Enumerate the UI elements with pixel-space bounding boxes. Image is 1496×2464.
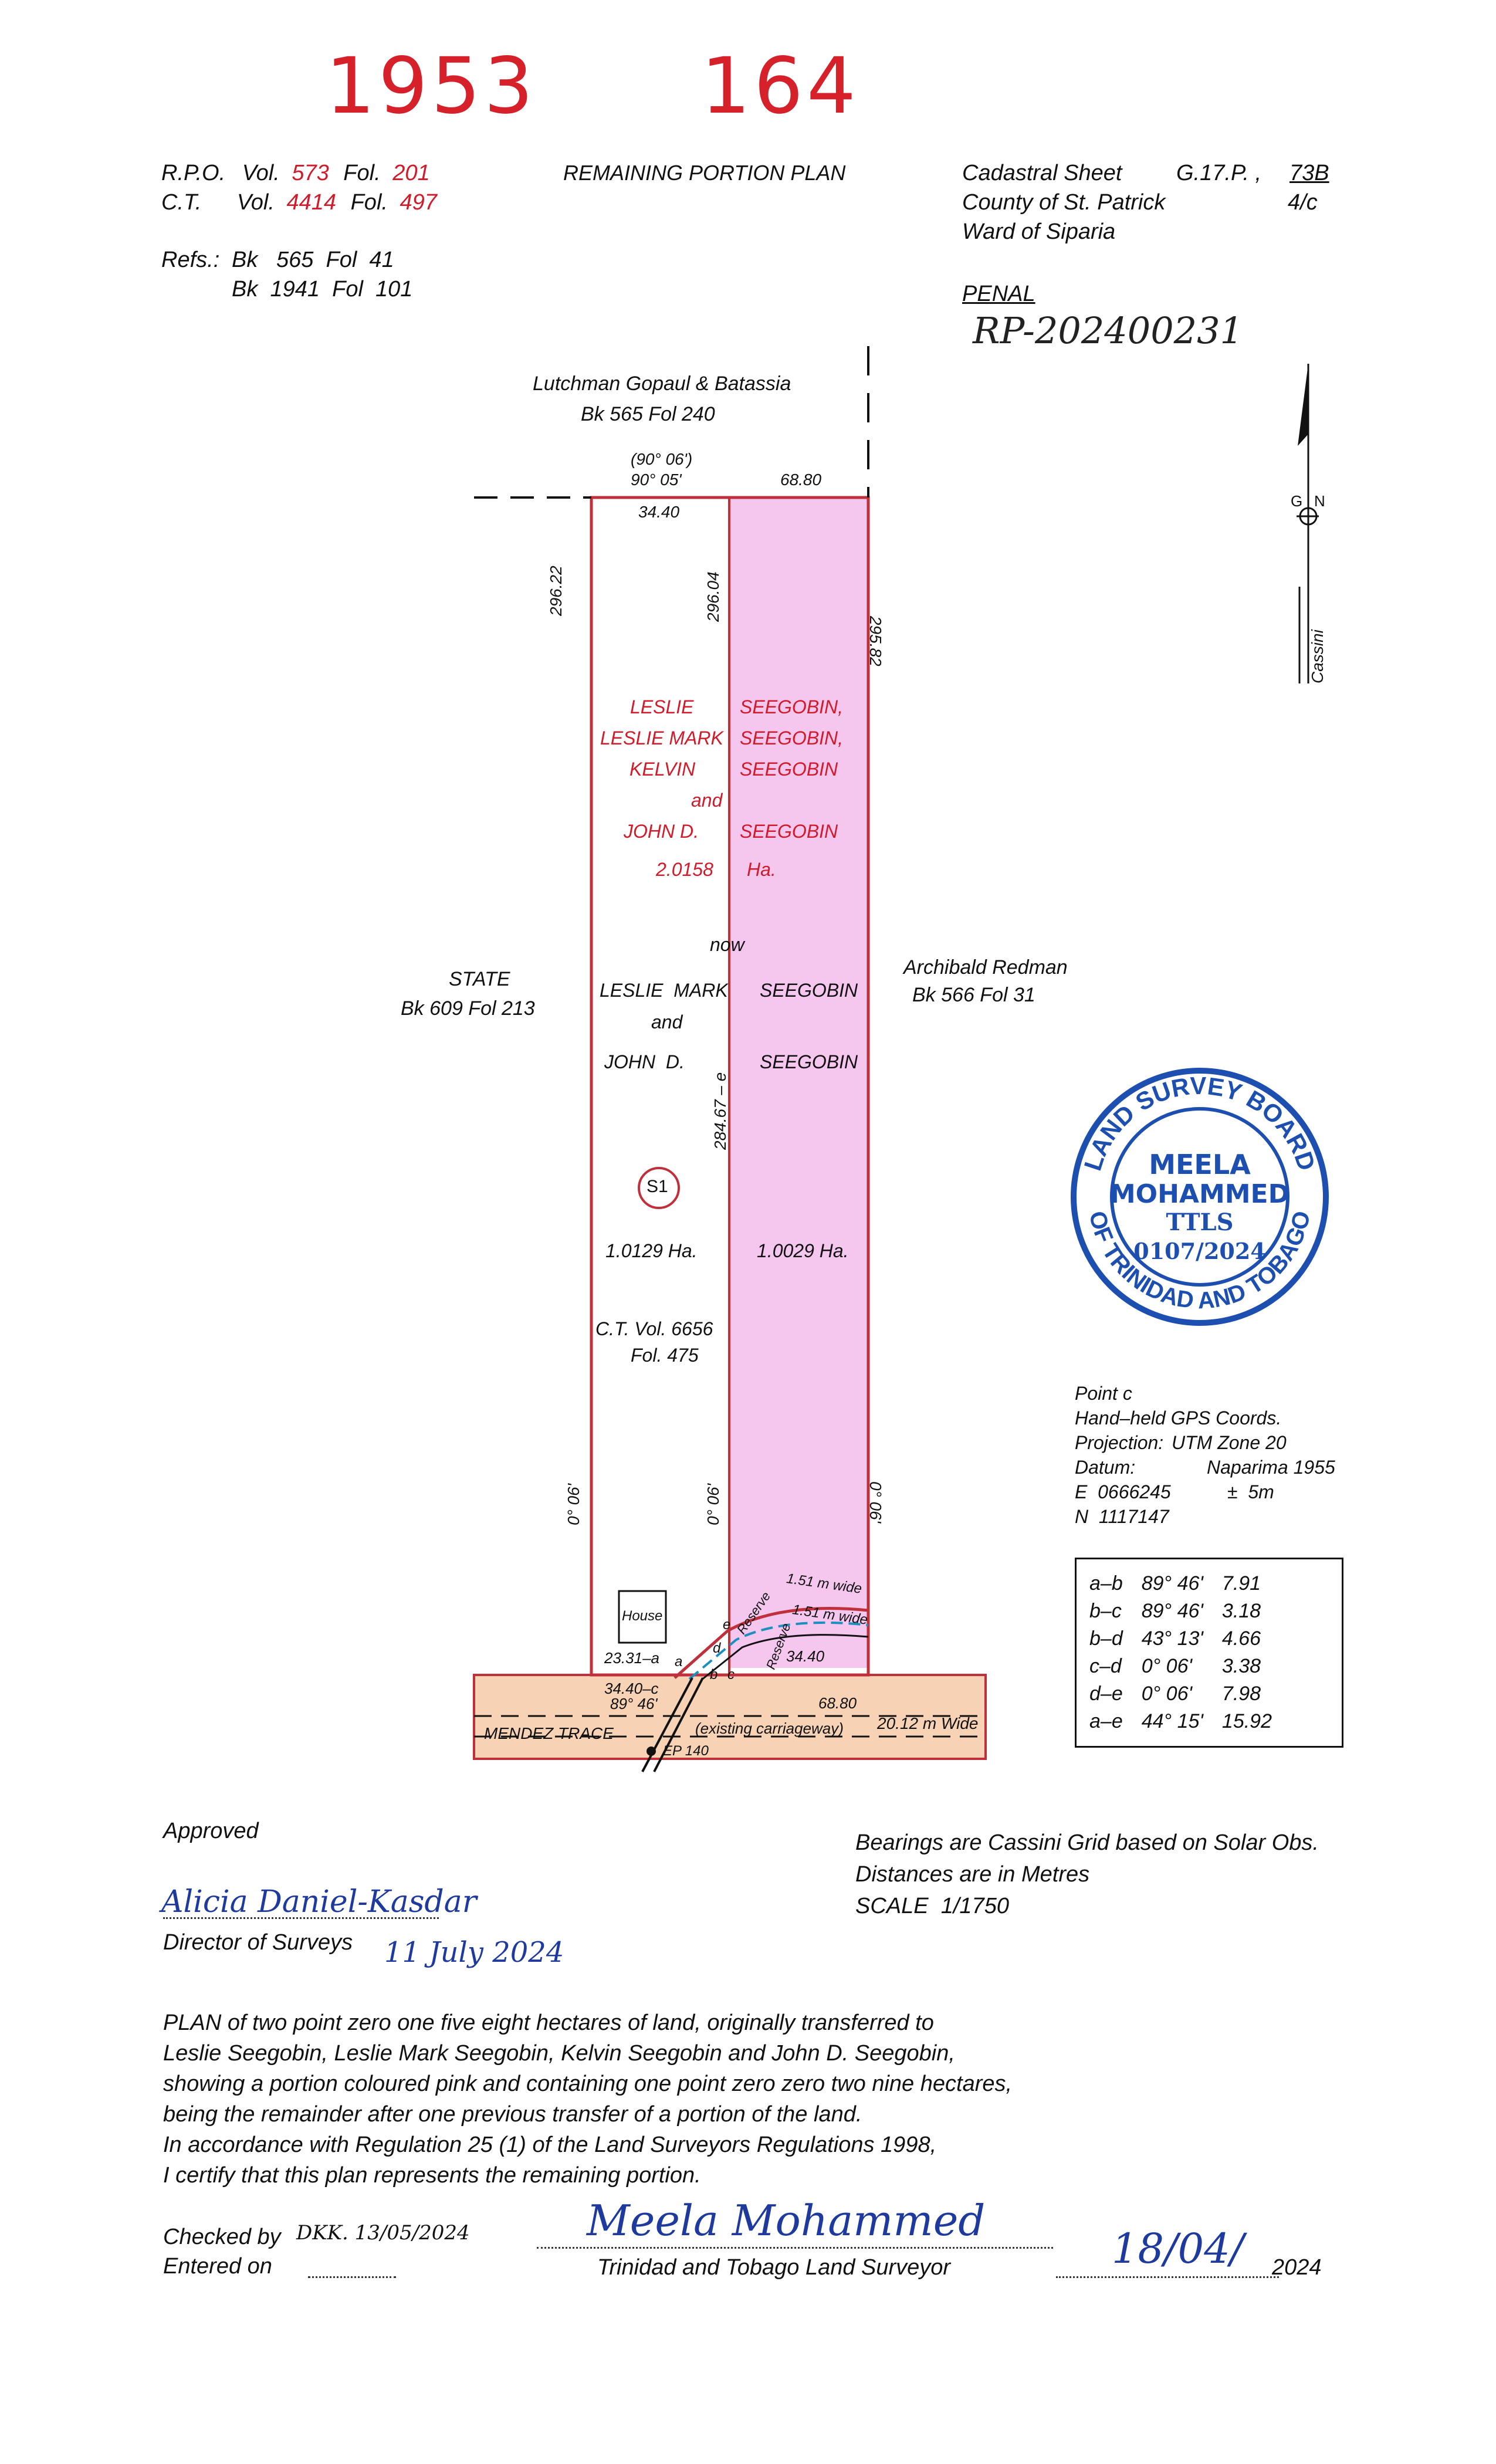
point-d: d [713, 1640, 721, 1656]
gps-line-6: N 1117147 [1075, 1506, 1169, 1527]
director-signature: Alicia Daniel-Kasdar [161, 1884, 477, 1920]
ct-label: C.T. [161, 190, 202, 215]
owner-right-5: SEEGOBIN [740, 821, 838, 842]
gps-line-4b: Naparima 1955 [1207, 1457, 1335, 1478]
road-dist: 68.80 [818, 1694, 857, 1712]
rp-number: RP-202400231 [973, 309, 1243, 352]
gps-line-5a: E 0666245 [1075, 1481, 1171, 1502]
ep-marker-icon [647, 1747, 656, 1756]
parcel-tag: S1 [647, 1177, 668, 1196]
reserve-width-1: 1.51 m wide [785, 1571, 863, 1597]
reserve-label-2: Reserve [763, 1621, 794, 1671]
bearings-angle: 43° 13' [1141, 1627, 1203, 1650]
east-bearing: 0° 06' [867, 1481, 885, 1524]
gps-line-5b: ± 5m [1227, 1481, 1274, 1502]
now-left-2: and [651, 1011, 683, 1033]
total-area-unit: Ha. [747, 859, 776, 880]
note-distances: Distances are in Metres [855, 1862, 1090, 1887]
ct-vol-label: Vol. [236, 190, 275, 215]
bearings-line: c–d [1089, 1655, 1122, 1677]
west-bearing: 0° 06' [564, 1483, 583, 1525]
now-label: now [710, 934, 744, 955]
refs-1: Bk 565 Fol 41 [232, 248, 394, 272]
gps-line-3a: Projection: [1075, 1432, 1164, 1453]
bearings-line: b–c [1089, 1600, 1122, 1622]
director-label: Director of Surveys [163, 1930, 353, 1955]
director-signature-line [163, 1917, 439, 1919]
bearings-line: a–e [1089, 1710, 1123, 1732]
north-ref: Bk 565 Fol 240 [581, 403, 715, 425]
bearings-distance: 3.38 [1221, 1655, 1261, 1677]
stamp-name-2: MOHAMMED [1109, 1179, 1290, 1209]
west-dist: 296.22 [547, 566, 565, 616]
surveyor-signature-line [537, 2247, 1053, 2249]
entered-label: Entered on [163, 2254, 272, 2279]
surveyor-date: 18/04/ [1112, 2225, 1244, 2273]
checked-hand: DKK. 13/05/2024 [296, 2221, 470, 2245]
top-left-dist: 34.40 [638, 503, 680, 521]
refs-label: Refs.: [161, 248, 220, 272]
owner-left-4: and [691, 790, 723, 811]
plan-type: REMAINING PORTION PLAN [563, 161, 846, 185]
rpo-label: R.P.O. [161, 161, 226, 185]
desc-line-3: showing a portion coloured pink and containing one point zero zero two nine hectares, [163, 2072, 1013, 2096]
gps-line-1: Point c [1075, 1383, 1132, 1404]
rpo-vol-label: Vol. [242, 161, 280, 185]
cadastral-sheet-b: 73B [1289, 161, 1329, 185]
rpo-vol: 573 [292, 161, 329, 185]
mid-dist: 296.04 [704, 571, 722, 622]
desc-line-6: I certify that this plan represents the remaining portion. [163, 2163, 701, 2188]
bearings-distance: 15.92 [1221, 1710, 1272, 1732]
stamp-title: TTLS [1166, 1209, 1234, 1236]
director-date: 11 July 2024 [384, 1936, 564, 1969]
point-b: b [710, 1667, 718, 1683]
note-bearings: Bearings are Cassini Grid based on Solar Obs. [855, 1830, 1319, 1855]
county: County of St. Patrick [962, 190, 1166, 215]
bottom-right-dist: 34.40 [786, 1647, 825, 1665]
now-right-1: SEEGOBIN [760, 980, 858, 1001]
top-bearing-prev: (90° 06') [631, 450, 693, 468]
bottom-bearing: 89° 46' [610, 1695, 658, 1712]
road-width: 20.12 m Wide [877, 1714, 979, 1732]
carriageway: (existing carriageway) [695, 1720, 844, 1737]
now-left-1: LESLIE MARK [600, 980, 728, 1001]
stamp-number: 0107/2024 [1133, 1238, 1266, 1264]
owner-left-5: JOHN D. [624, 821, 699, 842]
surveyor-signature: Meela Mohammed [587, 2196, 986, 2245]
entered-line [308, 2276, 396, 2278]
east-dist: 295.82 [867, 616, 885, 666]
bearings-row [1080, 1597, 1281, 1625]
east-owner: Archibald Redman [903, 956, 1068, 979]
ep-label: EP 140 [663, 1743, 709, 1759]
checked-label: Checked by [163, 2225, 281, 2249]
file-number-2: 164 [701, 41, 859, 131]
bearings-distance: 7.98 [1221, 1683, 1261, 1705]
owner-left-2: LESLIE MARK [600, 727, 723, 749]
desc-line-1: PLAN of two point zero one five eight hectares of land, originally transferred to [163, 2011, 934, 2035]
bearings-angle: 89° 46' [1141, 1600, 1203, 1622]
surveyor-year: 2024 [1272, 2255, 1322, 2280]
bearings-angle: 0° 06' [1141, 1683, 1192, 1705]
gps-line-4a: Datum: [1075, 1457, 1136, 1478]
point-c: c [727, 1667, 735, 1683]
remaining-portion-pink [729, 497, 868, 1668]
bearings-table-grid [1080, 1570, 1281, 1735]
top-right-dist: 68.80 [780, 471, 822, 489]
area-name: PENAL [962, 282, 1035, 306]
rpo-fol: 201 [392, 161, 430, 185]
cadastral-sub: 4/c [1288, 190, 1318, 215]
bearings-angle: 89° 46' [1141, 1572, 1203, 1595]
gps-line-3b: UTM Zone 20 [1172, 1432, 1287, 1453]
ct-fol: 497 [400, 190, 437, 215]
stamp-top-text: LAND SURVEY BOARD [1078, 1071, 1321, 1175]
rpo-fol-label: Fol. [343, 161, 381, 185]
file-number-1: 1953 [326, 41, 537, 131]
surveyor-date-line [1056, 2276, 1279, 2278]
ct-vol: 4414 [286, 190, 337, 215]
bottom-left-dist: 23.31–a [604, 1649, 659, 1667]
owner-left-1: LESLIE [630, 696, 694, 717]
bearings-distance: 4.66 [1221, 1627, 1261, 1650]
bearings-row [1080, 1653, 1281, 1680]
total-area: 2.0158 [656, 859, 713, 880]
west-ref: Bk 609 Fol 213 [401, 997, 535, 1020]
ct-ref-1: C.T. Vol. 6656 [595, 1318, 713, 1339]
ward: Ward of Siparia [962, 219, 1116, 244]
now-left-3: JOHN D. [604, 1051, 685, 1072]
bearings-angle: 44° 15' [1141, 1710, 1203, 1732]
cadastral-label: Cadastral Sheet [962, 161, 1122, 185]
desc-line-2: Leslie Seegobin, Leslie Mark Seegobin, Kelvin Seegobin and John D. Seegobin, [163, 2041, 955, 2066]
top-bearing: 90° 05' [631, 471, 682, 489]
bearings-row [1080, 1570, 1281, 1597]
house-label: House [622, 1608, 663, 1624]
east-ref: Bk 566 Fol 31 [912, 984, 1035, 1006]
bearings-line: d–e [1089, 1683, 1123, 1705]
right-area: 1.0029 Ha. [757, 1240, 849, 1261]
owner-left-3: KELVIN [629, 759, 696, 780]
surveyor-label: Trinidad and Tobago Land Surveyor [597, 2255, 951, 2280]
bearings-row [1080, 1625, 1281, 1653]
north-owner: Lutchman Gopaul & Batassia [533, 373, 791, 395]
owner-right-2: SEEGOBIN, [740, 727, 844, 749]
north-arrow-g: G [1291, 492, 1303, 510]
refs-2: Bk 1941 Fol 101 [232, 277, 413, 302]
point-a: a [675, 1654, 683, 1670]
desc-line-5: In accordance with Regulation 25 (1) of the Land Surveyors Regulations 1998, [163, 2133, 937, 2157]
point-e: e [723, 1617, 731, 1633]
owner-right-1: SEEGOBIN, [740, 696, 844, 717]
bearings-table [1075, 1558, 1343, 1748]
bearings-row [1080, 1680, 1281, 1708]
left-area: 1.0129 Ha. [605, 1240, 698, 1261]
bearings-distance: 3.18 [1221, 1600, 1261, 1622]
bearings-angle: 0° 06' [1141, 1655, 1192, 1677]
owner-right-3: SEEGOBIN [740, 759, 838, 780]
ct-ref-2: Fol. 475 [631, 1345, 699, 1366]
desc-line-4: being the remainder after one previous transfer of a portion of the land. [163, 2102, 862, 2127]
approved-label: Approved [163, 1819, 259, 1843]
land-survey-board-stamp [1065, 1062, 1335, 1332]
reserve-width-2: 1.51 m wide [791, 1602, 869, 1628]
gps-line-2: Hand–held GPS Coords. [1075, 1407, 1282, 1429]
note-scale: SCALE 1/1750 [855, 1894, 1009, 1918]
cassini-label: Cassini [1308, 629, 1326, 683]
north-arrow-n: N [1314, 492, 1325, 510]
now-right-3: SEEGOBIN [760, 1051, 858, 1072]
bottom-dist-c: 34.40–c [604, 1680, 659, 1697]
bearings-row [1080, 1708, 1281, 1735]
west-owner: STATE [449, 968, 510, 990]
stamp-bottom-text: OF TRINIDAD AND TOBAGO [1084, 1209, 1316, 1314]
bearings-line: b–d [1089, 1627, 1123, 1650]
ct-fol-label: Fol. [350, 190, 388, 215]
bearings-line: a–b [1089, 1572, 1123, 1595]
reserve-label-1: Reserve [733, 1589, 774, 1637]
bearings-distance: 7.91 [1221, 1572, 1261, 1595]
cadastral-sheet: G.17.P. , [1176, 161, 1262, 185]
mid-line-label: 284.67 – e [711, 1072, 729, 1150]
mid-bearing: 0° 06' [704, 1483, 722, 1525]
stamp-name-1: MEELA [1149, 1149, 1251, 1180]
road-name: MENDEZ TRACE [484, 1724, 614, 1742]
